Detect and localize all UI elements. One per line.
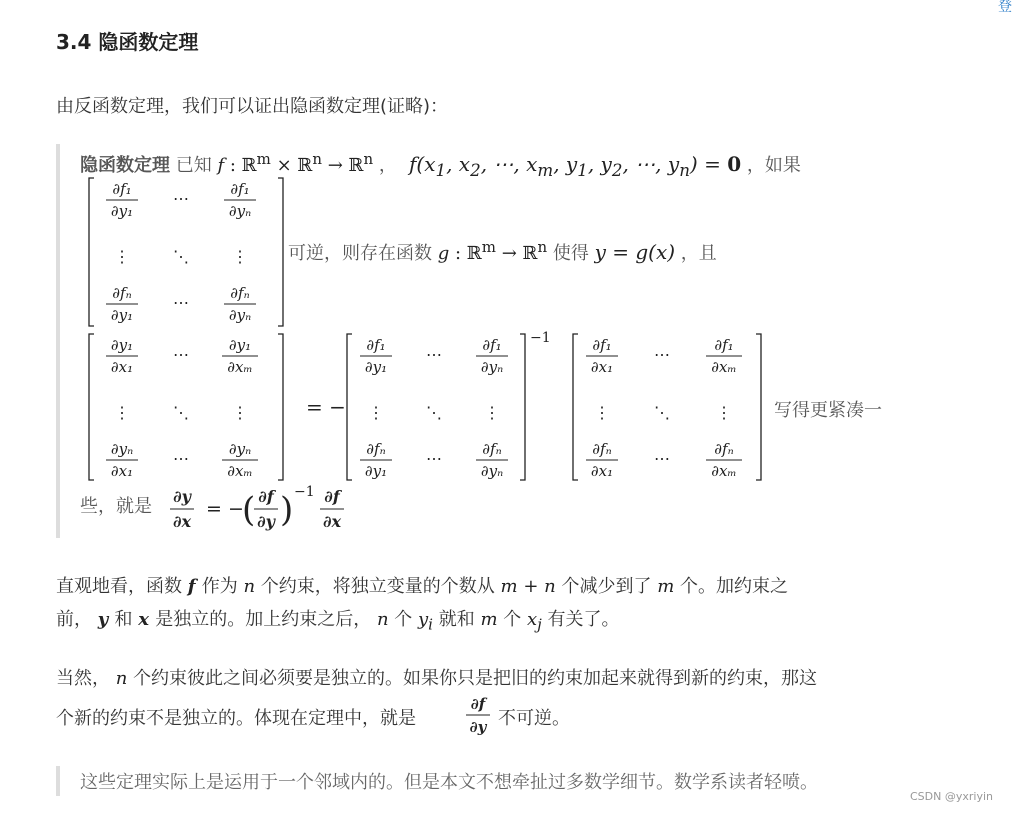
svg-text:⋯: ⋯ — [173, 449, 189, 468]
svg-text:⋯: ⋯ — [426, 449, 442, 468]
svg-text:∂y₁: ∂y₁ — [110, 336, 134, 354]
svg-text:∂yₙ: ∂yₙ — [228, 202, 252, 220]
svg-text:∂f: ∂f — [324, 487, 340, 506]
svg-text:∂yₙ: ∂yₙ — [480, 462, 504, 480]
svg-text:⋮: ⋮ — [114, 403, 130, 422]
svg-text:∂yₙ: ∂yₙ — [228, 306, 252, 324]
svg-text:⋮: ⋮ — [232, 247, 248, 266]
svg-text:∂x: ∂x — [322, 512, 342, 531]
theorem-if: ，如果 — [746, 155, 801, 176]
svg-text:∂f: ∂f — [470, 695, 486, 713]
svg-text:⋮: ⋮ — [594, 403, 610, 422]
svg-text:⋮: ⋮ — [484, 403, 500, 422]
jacobian-dfdy — [86, 174, 286, 330]
svg-text:⋯: ⋯ — [654, 449, 670, 468]
svg-text:⋯: ⋯ — [173, 345, 189, 364]
svg-text:−1: −1 — [530, 330, 551, 346]
svg-text:∂y₁: ∂y₁ — [364, 462, 388, 480]
svg-text:= −: = − — [206, 498, 244, 520]
svg-text:∂yₙ: ∂yₙ — [228, 440, 252, 458]
svg-text:⋯: ⋯ — [173, 293, 189, 312]
svg-text:∂fₙ: ∂fₙ — [230, 284, 250, 302]
svg-text:∂f₁: ∂f₁ — [366, 336, 386, 354]
theorem-line-compact — [80, 492, 152, 518]
svg-text:∂y₁: ∂y₁ — [110, 306, 134, 324]
theorem-and: ，且 — [680, 243, 717, 264]
svg-text:∂x: ∂x — [172, 512, 192, 531]
paragraph-1-line-1: 直观地看，函数 f 作为 n 个约束，将独立变量的个数从 m + n 个减少到了 m 个。加约束之 — [56, 576, 789, 597]
paragraph-1-line-2: 前， y 和 x 是独立的。加上约束之后， n 个 $y_i$ 就和 m 个 $x_j$ 有关了。 — [56, 609, 620, 634]
intro-paragraph: 由反函数定理，我们可以证出隐函数定理(证略)： — [56, 96, 449, 117]
paragraph-2-tail: 不可逆。 — [498, 708, 570, 729]
svg-text:∂f₁: ∂f₁ — [230, 180, 250, 198]
svg-text:∂fₙ: ∂fₙ — [112, 284, 132, 302]
theorem-compact-b: 些，就是 — [80, 496, 152, 517]
svg-text:⋮: ⋮ — [232, 403, 248, 422]
svg-text:∂f₁: ∂f₁ — [482, 336, 502, 354]
svg-text:∂xₘ: ∂xₘ — [711, 358, 737, 376]
svg-text:): ) — [280, 490, 294, 530]
svg-text:∂fₙ: ∂fₙ — [366, 440, 386, 458]
svg-text:∂y: ∂y — [173, 487, 191, 506]
svg-text:∂yₙ: ∂yₙ — [110, 440, 134, 458]
svg-text:∂x₁: ∂x₁ — [110, 462, 134, 480]
compact-formula — [166, 482, 356, 536]
matrix-dfdx — [573, 334, 761, 480]
matrix-dydx — [89, 334, 283, 480]
paragraph-2-line-1: 当然， n 个约束彼此之间必须要是独立的。如果你只是把旧的约束加起来就得到新的约束，那这 — [56, 668, 818, 689]
svg-text:∂y₁: ∂y₁ — [110, 202, 134, 220]
svg-text:∂x₁: ∂x₁ — [110, 358, 134, 376]
theorem-compact-a: 写得更紧凑一 — [774, 400, 882, 421]
svg-text:⋯: ⋯ — [173, 189, 189, 208]
theorem-line-2: 可逆，则存在函数 g : ℝ$^m$ → ℝ$^n$ 使得 y = g(x) ，且 — [288, 238, 717, 264]
svg-text:⋱: ⋱ — [173, 247, 189, 266]
svg-text:∂f₁: ∂f₁ — [714, 336, 734, 354]
svg-text:⋮: ⋮ — [368, 403, 384, 422]
svg-text:∂y: ∂y — [469, 718, 487, 736]
section-heading: 3.4 隐函数定理 — [56, 30, 199, 54]
svg-text:∂fₙ: ∂fₙ — [592, 440, 612, 458]
theorem-comma: ， — [378, 155, 397, 176]
svg-text:∂f₁: ∂f₁ — [592, 336, 612, 354]
math-constraint: $f(x_1$, $x_2$, ⋯, $x_m$, $y_1$, $y_2$, ⋯, $y_n) = 0$ — [402, 152, 742, 180]
svg-text:⋯: ⋯ — [654, 345, 670, 364]
csdn-watermark: CSDN @yxriyin — [910, 790, 993, 803]
note-quote — [56, 766, 920, 796]
paragraph-2-line-2: 个新的约束不是独立的。体现在定理中，就是 — [56, 708, 416, 729]
svg-text:∂x₁: ∂x₁ — [590, 462, 614, 480]
svg-text:∂y₁: ∂y₁ — [364, 358, 388, 376]
corner-mark[interactable]: 登 — [998, 0, 1012, 15]
svg-text:= −: = − — [306, 395, 346, 419]
svg-text:−1: −1 — [294, 484, 315, 500]
theorem-such-that: 使得 — [552, 243, 589, 264]
theorem-known: 已知 — [175, 155, 212, 176]
svg-text:∂xₘ: ∂xₘ — [227, 462, 253, 480]
svg-text:⋮: ⋮ — [114, 247, 130, 266]
svg-text:⋱: ⋱ — [426, 403, 442, 422]
math-f-map: f — [217, 155, 225, 176]
dfdy-fraction — [462, 692, 494, 738]
svg-text:(: ( — [242, 490, 256, 530]
theorem-label: 隐函数定理 — [80, 155, 170, 176]
theorem-line-1: 隐函数定理 已知 f : ℝ$^m$ × ℝ$^n$ → ℝ$^n$ ， $f(x_1$, $x_2$, ⋯, $x_m$, $y_1$, $y_2$, ⋯, $y_n) = 0$ ，如果 — [80, 150, 801, 180]
matrix-dfdy-inverse — [347, 330, 551, 480]
svg-text:∂fₙ: ∂fₙ — [714, 440, 734, 458]
svg-text:∂fₙ: ∂fₙ — [482, 440, 502, 458]
note-text: 这些定理实际上是运用于一个邻域内的。但是本文不想牵扯过多数学细节。数学系读者轻喷。 — [80, 772, 818, 793]
svg-text:∂f: ∂f — [258, 487, 274, 506]
svg-text:∂x₁: ∂x₁ — [590, 358, 614, 376]
svg-text:∂y₁: ∂y₁ — [228, 336, 252, 354]
svg-text:∂yₙ: ∂yₙ — [480, 358, 504, 376]
svg-text:∂y: ∂y — [257, 512, 275, 531]
theorem-quote — [56, 144, 930, 538]
svg-text:∂xₘ: ∂xₘ — [227, 358, 253, 376]
svg-text:⋯: ⋯ — [426, 345, 442, 364]
svg-text:∂xₘ: ∂xₘ — [711, 462, 737, 480]
svg-text:⋱: ⋱ — [173, 403, 189, 422]
svg-text:⋮: ⋮ — [716, 403, 732, 422]
svg-text:⋱: ⋱ — [654, 403, 670, 422]
theorem-invertible: 可逆，则存在函数 — [288, 243, 432, 264]
svg-text:∂f₁: ∂f₁ — [112, 180, 132, 198]
